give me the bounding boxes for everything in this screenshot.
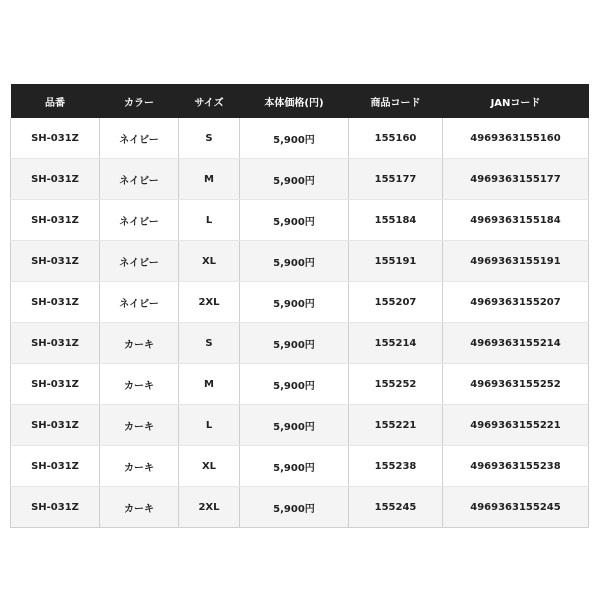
header-price: 本体価格(円)	[240, 84, 349, 118]
cell-size: XL	[179, 241, 240, 282]
cell-jan-code: 4969363155238	[443, 446, 589, 487]
cell-color: ネイビー	[100, 200, 179, 241]
cell-product-code: 155221	[349, 405, 443, 446]
cell-part-number: SH-031Z	[11, 487, 100, 528]
cell-product-code: 155252	[349, 364, 443, 405]
table-row	[11, 405, 589, 446]
cell-jan-code: 4969363155184	[443, 200, 589, 241]
cell-size: L	[179, 405, 240, 446]
cell-color: ネイビー	[100, 282, 179, 323]
cell-product-code: 155214	[349, 323, 443, 364]
cell-color: カーキ	[100, 446, 179, 487]
cell-jan-code: 4969363155245	[443, 487, 589, 528]
cell-jan-code: 4969363155214	[443, 323, 589, 364]
cell-price: 5,900円	[240, 323, 349, 364]
cell-price: 5,900円	[240, 159, 349, 200]
cell-product-code: 155184	[349, 200, 443, 241]
cell-color: カーキ	[100, 323, 179, 364]
cell-part-number: SH-031Z	[11, 405, 100, 446]
cell-color: カーキ	[100, 405, 179, 446]
cell-size: M	[179, 364, 240, 405]
table-row	[11, 487, 589, 528]
cell-price: 5,900円	[240, 405, 349, 446]
header-jan-code: JANコード	[443, 84, 589, 118]
cell-size: 2XL	[179, 487, 240, 528]
cell-part-number: SH-031Z	[11, 159, 100, 200]
cell-size: 2XL	[179, 282, 240, 323]
cell-price: 5,900円	[240, 487, 349, 528]
cell-part-number: SH-031Z	[11, 200, 100, 241]
cell-price: 5,900円	[240, 364, 349, 405]
cell-color: カーキ	[100, 364, 179, 405]
cell-color: ネイビー	[100, 159, 179, 200]
cell-price: 5,900円	[240, 446, 349, 487]
cell-price: 5,900円	[240, 282, 349, 323]
cell-part-number: SH-031Z	[11, 118, 100, 159]
header-product-code: 商品コード	[349, 84, 443, 118]
cell-jan-code: 4969363155160	[443, 118, 589, 159]
header-size: サイズ	[179, 84, 240, 118]
cell-product-code: 155177	[349, 159, 443, 200]
cell-part-number: SH-031Z	[11, 241, 100, 282]
cell-product-code: 155245	[349, 487, 443, 528]
table-row	[11, 323, 589, 364]
cell-size: S	[179, 118, 240, 159]
cell-size: L	[179, 200, 240, 241]
cell-part-number: SH-031Z	[11, 364, 100, 405]
table-row	[11, 364, 589, 405]
cell-color: ネイビー	[100, 118, 179, 159]
cell-part-number: SH-031Z	[11, 282, 100, 323]
product-spec-table-container	[10, 84, 588, 528]
cell-color: カーキ	[100, 487, 179, 528]
cell-jan-code: 4969363155177	[443, 159, 589, 200]
table-header-row	[11, 84, 589, 118]
cell-price: 5,900円	[240, 200, 349, 241]
table-row	[11, 446, 589, 487]
cell-size: XL	[179, 446, 240, 487]
cell-color: ネイビー	[100, 241, 179, 282]
cell-product-code: 155207	[349, 282, 443, 323]
cell-jan-code: 4969363155252	[443, 364, 589, 405]
cell-product-code: 155191	[349, 241, 443, 282]
cell-product-code: 155160	[349, 118, 443, 159]
cell-jan-code: 4969363155221	[443, 405, 589, 446]
table-row	[11, 241, 589, 282]
header-color: カラー	[100, 84, 179, 118]
cell-price: 5,900円	[240, 241, 349, 282]
cell-jan-code: 4969363155207	[443, 282, 589, 323]
table-row	[11, 282, 589, 323]
cell-part-number: SH-031Z	[11, 446, 100, 487]
cell-product-code: 155238	[349, 446, 443, 487]
cell-size: M	[179, 159, 240, 200]
table-row	[11, 159, 589, 200]
table-row	[11, 200, 589, 241]
cell-jan-code: 4969363155191	[443, 241, 589, 282]
product-spec-table	[10, 84, 589, 528]
table-row	[11, 118, 589, 159]
cell-part-number: SH-031Z	[11, 323, 100, 364]
cell-price: 5,900円	[240, 118, 349, 159]
header-part-number: 品番	[11, 84, 100, 118]
cell-size: S	[179, 323, 240, 364]
